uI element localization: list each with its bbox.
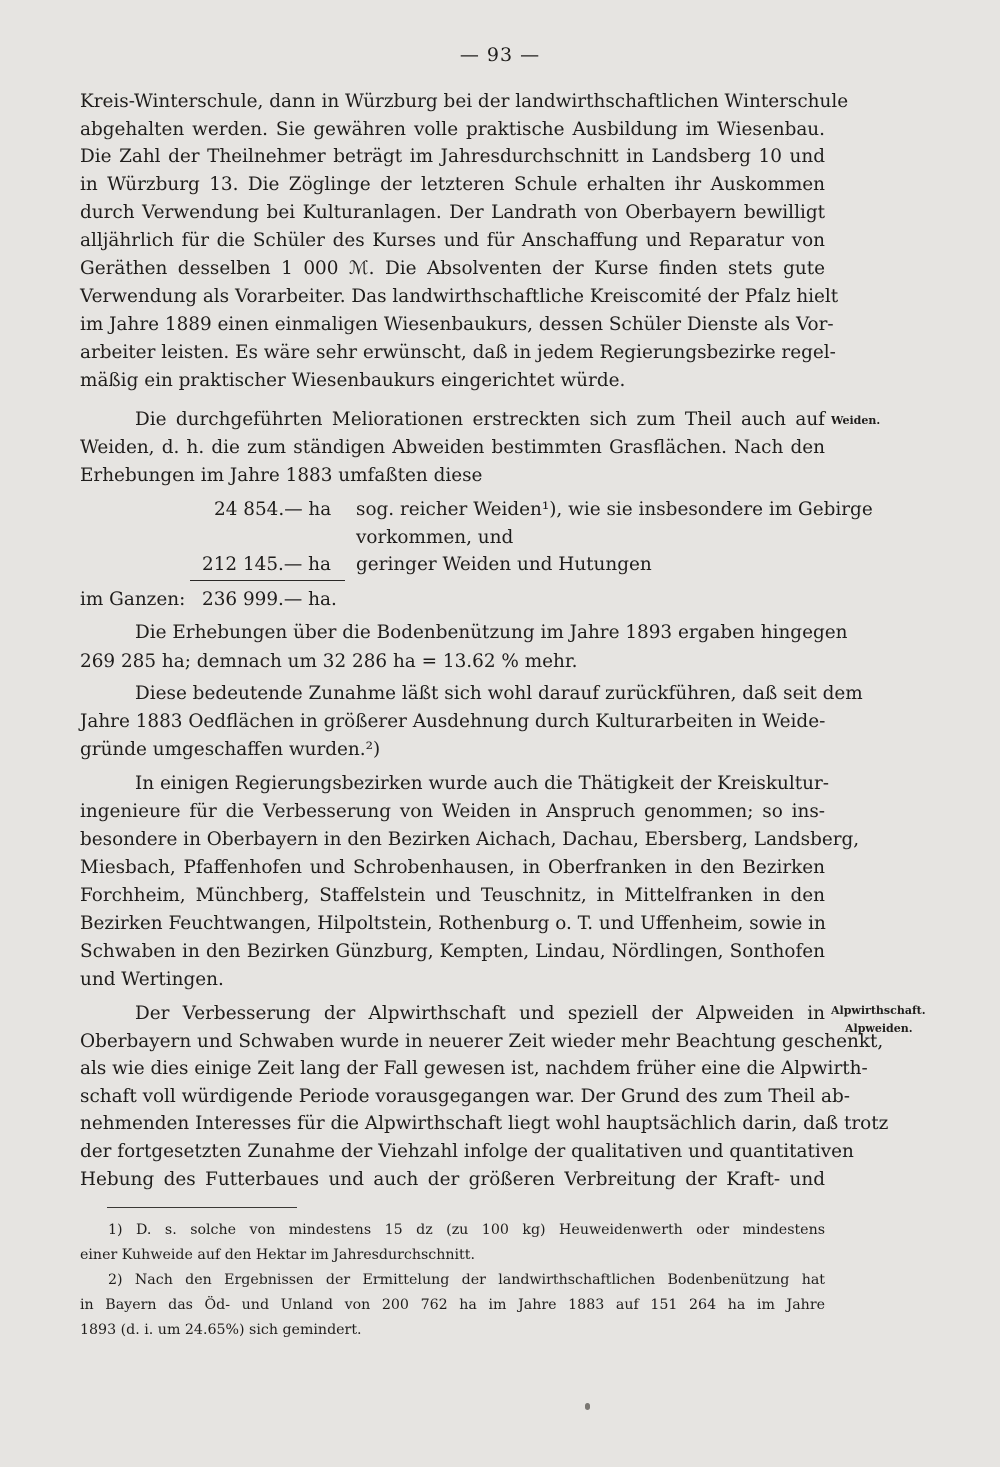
figure-value-1: 24 854.— ha — [214, 499, 332, 520]
margin-note-weiden: Weiden. — [831, 414, 881, 427]
body-line: Jahre 1883 Oedflächen in größerer Ausdehnung durch Kulturarbeiten in Weide- — [80, 711, 826, 732]
body-line: der fortgesetzten Zunahme der Viehzahl infolge der qualitativen und quantitativen — [80, 1141, 854, 1162]
body-line: Forchheim, Münchberg, Staffelstein und Teuschnitz, in Mittelfranken in den — [80, 885, 825, 906]
body-line: im Jahre 1889 einen einmaligen Wiesenbaukurs, dessen Schüler Dienste als Vor- — [80, 314, 834, 335]
body-line: Hebung des Futterbaues und auch der größeren Verbreitung der Kraft- und — [80, 1169, 825, 1190]
footnote-line: 1893 (d. i. um 24.65%) sich gemindert. — [80, 1322, 362, 1338]
body-line: und Wertingen. — [80, 969, 224, 990]
margin-note-alpweiden: Alpweiden. — [845, 1022, 913, 1035]
body-line: Die Zahl der Theilnehmer beträgt im Jahresdurchschnitt in Landsberg 10 und — [80, 146, 825, 167]
margin-note-alpwirthschaft: Alpwirthschaft. — [831, 1004, 926, 1017]
body-line: 269 285 ha; demnach um 32 286 ha = 13.62 % mehr. — [80, 651, 578, 672]
total-label: im Ganzen: — [80, 589, 186, 610]
body-line: Der Verbesserung der Alpwirthschaft und speziell der Alpweiden in — [135, 1003, 825, 1024]
body-line: als wie dies einige Zeit lang der Fall gewesen ist, nachdem früher eine die Alpwirth- — [80, 1058, 868, 1079]
body-line: Erhebungen im Jahre 1883 umfaßten diese — [80, 465, 483, 486]
body-line: Geräthen desselben 1 000 ℳ. Die Absolventen der Kurse finden stets gute — [80, 258, 825, 279]
body-line: Bezirken Feuchtwangen, Hilpoltstein, Rothenburg o. T. und Uffenheim, sowie in — [80, 913, 826, 934]
footnote-line: 2) Nach den Ergebnissen der Ermittelung der landwirthschaftlichen Bodenbenützung hat — [108, 1272, 825, 1288]
body-line: in Würzburg 13. Die Zöglinge der letzteren Schule erhalten ihr Auskommen — [80, 174, 825, 195]
footnote-rule — [107, 1207, 297, 1208]
body-line: Schwaben in den Bezirken Günzburg, Kempten, Lindau, Nördlingen, Sonthofen — [80, 941, 825, 962]
body-line: Miesbach, Pfaffenhofen und Schrobenhausen, in Oberfranken in den Bezirken — [80, 857, 825, 878]
body-line: Weiden, d. h. die zum ständigen Abweiden bestimmten Grasflächen. Nach den — [80, 437, 825, 458]
footnote-line: einer Kuhweide auf den Hektar im Jahresdurchschnitt. — [80, 1247, 475, 1263]
body-line: Die Erhebungen über die Bodenbenützung im Jahre 1893 ergaben hingegen — [135, 622, 848, 643]
total-value: 236 999.— ha. — [202, 589, 337, 610]
body-line: schaft voll würdigende Periode vorausgegangen war. Der Grund des zum Theil ab- — [80, 1086, 850, 1107]
paper-speck — [585, 1403, 590, 1410]
body-line: nehmenden Interesses für die Alpwirthschaft liegt wohl hauptsächlich darin, daß trotz — [80, 1113, 889, 1134]
body-line: mäßig ein praktischer Wiesenbaukurs eingerichtet würde. — [80, 370, 626, 391]
figure-text-1: sog. reicher Weiden¹), wie sie insbesondere im Gebirge — [356, 499, 873, 520]
body-line: gründe umgeschaffen wurden.²) — [80, 739, 381, 760]
page-number: — 93 — — [459, 44, 541, 66]
body-line: alljährlich für die Schüler des Kurses und für Anschaffung und Reparatur von — [80, 230, 825, 251]
footnote-line: 1) D. s. solche von mindestens 15 dz (zu 100 kg) Heuweidenwerth oder mindestens — [108, 1222, 825, 1238]
body-line: In einigen Regierungsbezirken wurde auch die Thätigkeit der Kreiskultur- — [135, 773, 829, 794]
body-line: Diese bedeutende Zunahme läßt sich wohl darauf zurückführen, daß seit dem — [135, 683, 863, 704]
body-line: besondere in Oberbayern in den Bezirken Aichach, Dachau, Ebersberg, Landsberg, — [80, 829, 860, 850]
body-line: arbeiter leisten. Es wäre sehr erwünscht, daß in jedem Regierungsbezirke regel- — [80, 342, 836, 363]
body-line: ingenieure für die Verbesserung von Weiden in Anspruch genommen; so ins- — [80, 801, 825, 822]
body-line: Die durchgeführten Meliorationen erstreckten sich zum Theil auch auf — [135, 409, 825, 430]
footnote-line: in Bayern das Öd- und Unland von 200 762 ha im Jahre 1883 auf 151 264 ha im Jahre — [80, 1297, 825, 1313]
body-line: abgehalten werden. Sie gewähren volle praktische Ausbildung im Wiesenbau. — [80, 119, 825, 140]
figure-text-1-cont: vorkommen, und — [356, 527, 514, 548]
sum-rule — [190, 580, 345, 581]
body-line: Kreis-Winterschule, dann in Würzburg bei der landwirthschaftlichen Winterschule — [80, 91, 849, 112]
body-line: durch Verwendung bei Kulturanlagen. Der Landrath von Oberbayern bewilligt — [80, 202, 825, 223]
figure-value-2: 212 145.— ha — [202, 554, 331, 575]
body-line: Oberbayern und Schwaben wurde in neuerer Zeit wieder mehr Beachtung geschenkt, — [80, 1031, 884, 1052]
body-line: Verwendung als Vorarbeiter. Das landwirthschaftliche Kreiscomité der Pfalz hielt — [80, 286, 839, 307]
figure-text-2: geringer Weiden und Hutungen — [356, 554, 652, 575]
